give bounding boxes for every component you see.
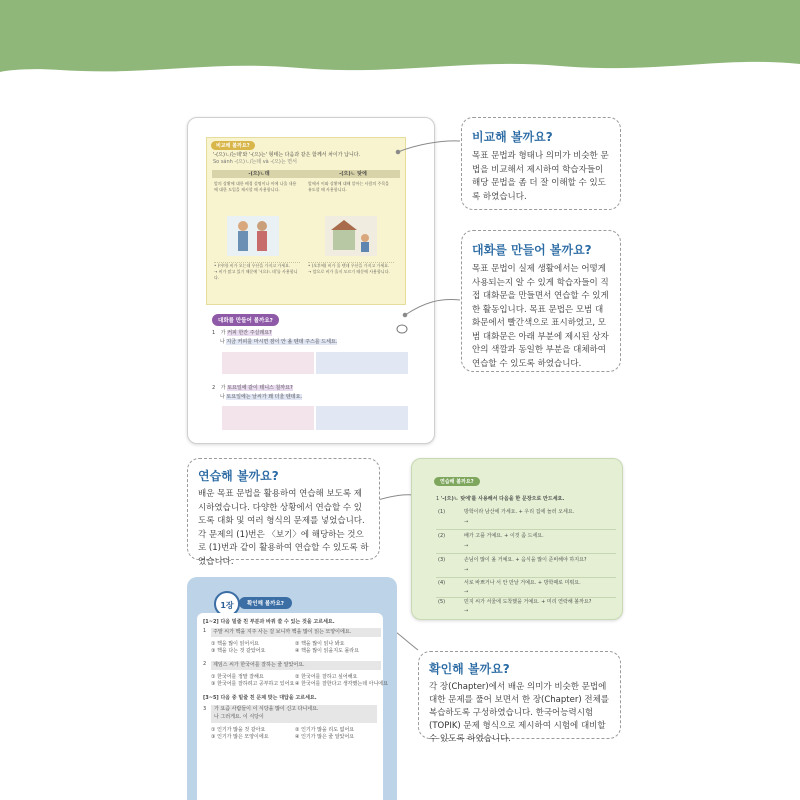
practice-item-3: (3) 손님이 많이 올 거예요. + 음식을 많이 준비해야 하지요? → — [436, 555, 616, 578]
practice-item-3-text: 손님이 많이 올 거예요. + 음식을 많이 준비해야 하지요? — [464, 557, 587, 563]
practice-item-4-text: 서로 바쁘거나 서 안 만날 거예요. + 방학때로 미뤄요. — [464, 580, 581, 586]
callout-compare — [461, 117, 621, 210]
check-q3b: 그러게요. 이 식당이 — [220, 714, 264, 720]
dialogue-1-line-b: 나 지금 커피를 마시면 잠이 안 올 텐데 주스를 드세요. — [220, 339, 338, 345]
check-group1: [1~2] 다음 밑줄 친 부분과 바꿔 쓸 수 있는 것을 고르세요. — [203, 619, 335, 625]
check-q2-opt4: ④ 한국어를 잘한다고 생각했는데 아니에요 — [295, 681, 388, 687]
practice-instruction: 1 '-(으)ㄴ 탓에'를 사용해서 다음을 한 문장으로 만드세요. — [436, 496, 565, 502]
callout-dialogue-title: 대화를 만들어 볼까요? — [472, 243, 592, 257]
practice-item-2: (2) 배가 고플 거예요. + 이것 좀 드세요. → — [436, 531, 616, 554]
practice-item-4: (4) 서로 바쁘거나 서 안 만날 거예요. + 방학때로 미뤄요. → — [436, 579, 616, 598]
check-q2: 제임스 씨가 한국어를 잘하는 줄 알았어요. — [211, 661, 381, 670]
callout-check — [418, 651, 621, 744]
callout-check-title: 확인해 볼까요? — [429, 662, 510, 676]
check-q3-opt4: ④ 인기가 많은 줄 알았어요 — [295, 734, 355, 740]
dialogue-2-line-b: 나 토요일에는 날씨가 꽤 더울 텐데요. — [220, 394, 302, 400]
compare-col2-head: -(으)ㄴ 탓에 — [339, 171, 367, 177]
check-q3-opt3: ③ 인기가 많은 모양이에요 — [211, 734, 269, 740]
dialogue-1-b-text: 지금 커피를 마시면 잠이 안 올 텐데 주스를 드세요. — [226, 339, 338, 345]
compare-col2-text: 앞에서 이와 상황에 대해 알아는 사람의 주목을 유도할 때 사용합니다. — [308, 181, 390, 192]
dialogue-tag: 대화를 만들어 볼까요? — [212, 314, 279, 326]
check-q1-opt2: ② 핵을 많이 읽나 봐요 — [295, 641, 345, 647]
check-paper: [1~2] 다음 밑줄 친 부분과 바꿔 쓸 수 있는 것을 고르세요. 1 주말 씨가 핵을 지주 사는 걸 보니까 핵을 많이 읽는 모양이에요. ① 핵을 많이 읽어서요 ② 핵을 많이 읽나 봐요 ③ 핵을 다는 것 같았어요 ④ 핵을 많이 읽을지도 몰라요 2 제임스 씨가 한국어를 잘하는 줄 알았어요. ① 한국어를 정말 잘해요 ② 한국어를 잘하고 싶어해요 ③ 한국어를 잘하려고 공부하고 있어요 ④ 한국어를 잘한다고 생각했는데 아니에요 [3~5] 다음 중 밑줄 친 문제 맞는 대답을 고르세요. 3 가 요즘 사람들이 이 식당을 많이 신고 다니네요. 나 그러게요. 이 식당이 ① 인기가 많을 것 같아요 ② 인기가 많을 리도 없어요 ③ 인기가 많은 모양이에요 ④ 인기가 많은 줄 알았어요 — [197, 613, 383, 800]
dialogue-1-a-text: 커피 한잔 주실래요? — [227, 330, 272, 336]
practice-tag: 연습해 볼까요? — [434, 477, 480, 486]
check-q1: 주말 씨가 핵을 지주 사는 걸 보니까 핵을 많이 읽는 모양이에요. — [211, 628, 381, 637]
check-q1-opt4: ④ 핵을 많이 읽을지도 몰라요 — [295, 648, 359, 654]
compare-tag: 비교해 볼까요? — [211, 141, 255, 150]
practice-item-5-text: 민지 씨가 서울에 도착했을 거예요. + 미리 연락해 볼까요? — [464, 599, 592, 605]
callout-practice — [187, 458, 380, 567]
check-tag: 확인해 볼까요? — [239, 597, 292, 609]
compare-example-2: • (오후에) 비가 올 텐데 우산을 가지고 가세요. → 앞으로 비가 올지 모르기 때문에 사용합니다. — [308, 262, 394, 301]
dialogue-2-a-text: 토요일에 같이 테니스 칠까요? — [227, 385, 293, 391]
practice-instruction-text: '-(으)ㄴ 탓에'를 사용해서 다음을 한 문장으로 만드세요. — [440, 496, 565, 502]
compare-example-1: • (어머) 비가 오는데 우산을 가지고 가세요. → 비가 많고 있기 때문에 '-(으)ㄴ데'를 사용합니다. — [214, 262, 300, 301]
compare-intro: '-(으)ㄴ/는데'와 '-(으)는' 형태는 다음과 같은 함께서 차이가 납니다. — [213, 152, 361, 158]
check-group2: [3~5] 다음 중 밑줄 친 문제 맞는 대답을 고르세요. — [203, 695, 317, 701]
callout-compare-title: 비교해 볼까요? — [472, 130, 553, 144]
check-q3a: 요즘 사람들이 이 식당을 많이 신고 다니네요. — [220, 706, 319, 712]
callout-dialogue-body: 목표 문법이 실제 생활에서는 어떻게 사용되는지 알 수 있게 학습자들이 직접 대화문을 만들면서 연습할 수 있게 한 활동입니다. 목표 문법은 모범 대화문에서 빨간색으로 표시하였고, 모범 대화문은 아래 부분에 제시된 상자 안의 색깔과 동일한 부분을 대체하여 연습할 수 있도록 하였습니다. — [472, 264, 609, 369]
practice-item-5: (5) 민지 씨가 서울에 도착했을 거예요. + 미리 연락해 볼까요? → — [438, 599, 592, 614]
practice-item-2-text: 배가 고플 거예요. + 이것 좀 드세요. — [464, 533, 544, 539]
compare-intro-vi: So sánh -(으)ㄴ/는데 và -(으)는 면서 — [213, 159, 297, 165]
callout-practice-body: 배운 목표 문법을 활용하여 연습해 보도록 제시하였습니다. 다양한 상황에서 연습할 수 있도록 대화 및 여러 형식의 문제를 넣었습니다. 각 문제의 (1)번은 〈보기〉에 해당하는 것으로 (1)번과 같이 활용하여 연습할 수 있도록 하였습니다. — [198, 489, 369, 567]
dialogue-2-line-a: 2 가 토요일에 같이 테니스 칠까요? — [212, 385, 293, 391]
check-q2-opt1: ① 한국어를 정말 잘해요 — [211, 674, 264, 680]
check-q1-opt3: ③ 핵을 다는 것 같았어요 — [211, 648, 266, 654]
check-q2-opt3: ③ 한국어를 잘하려고 공부하고 있어요 — [211, 681, 295, 687]
dialogue-2-b-text: 토요일에는 날씨가 꽤 더울 텐데요. — [226, 394, 302, 400]
check-page-thumbnail — [187, 577, 397, 800]
callout-dialogue — [461, 230, 621, 372]
practice-item-1-text: 방학이라 남산에 가세요. + 우리 집에 놀러 오세요. — [464, 509, 575, 515]
check-q1-opt1: ① 핵을 많이 읽어서요 — [211, 641, 259, 647]
chapter-badge-text: 1장 — [220, 601, 234, 610]
callout-check-body: 각 장(Chapter)에서 배운 의미가 비슷한 문법에 대한 문제를 풀어 보면서 한 장(Chapter) 전체를 복습하도록 구성하였습니다. 한국어능력시험(TOPIK) 문제 형식으로 제시하여 시험에 대비할 수 있도록 하였습니다. — [429, 682, 609, 744]
practice-item-1: (1) 방학이라 남산에 가세요. + 우리 집에 놀러 오세요. → — [436, 507, 616, 530]
callout-practice-title: 연습해 볼까요? — [198, 469, 279, 483]
check-q3-opt1: ① 인기가 많을 것 같아요 — [211, 727, 266, 733]
callout-compare-body: 목표 문법과 형태나 의미가 비슷한 문법을 비교해서 제시하여 학습자들이 해당 문법을 좀 더 잘 이해할 수 있도록 하였습니다. — [472, 151, 609, 202]
compare-col1-text: 앞의 상황에 대한 배경 설명이나 이에 나올 내용에 대한 도입을 제시할 때 사용합니다. — [214, 181, 297, 192]
dialogue-1-line-a: 1 가 커피 한잔 주실래요? — [212, 330, 272, 336]
check-q3-box: 가 요즘 사람들이 이 식당을 많이 신고 다니네요. 나 그러게요. 이 식당이 — [211, 705, 377, 723]
compare-col1-head: -(으)ㄴ데 — [248, 171, 270, 177]
check-q3-opt2: ② 인기가 많을 리도 없어요 — [295, 727, 355, 733]
check-q2-opt2: ② 한국어를 잘하고 싶어해요 — [295, 674, 358, 680]
practice-page-thumbnail — [411, 458, 623, 620]
